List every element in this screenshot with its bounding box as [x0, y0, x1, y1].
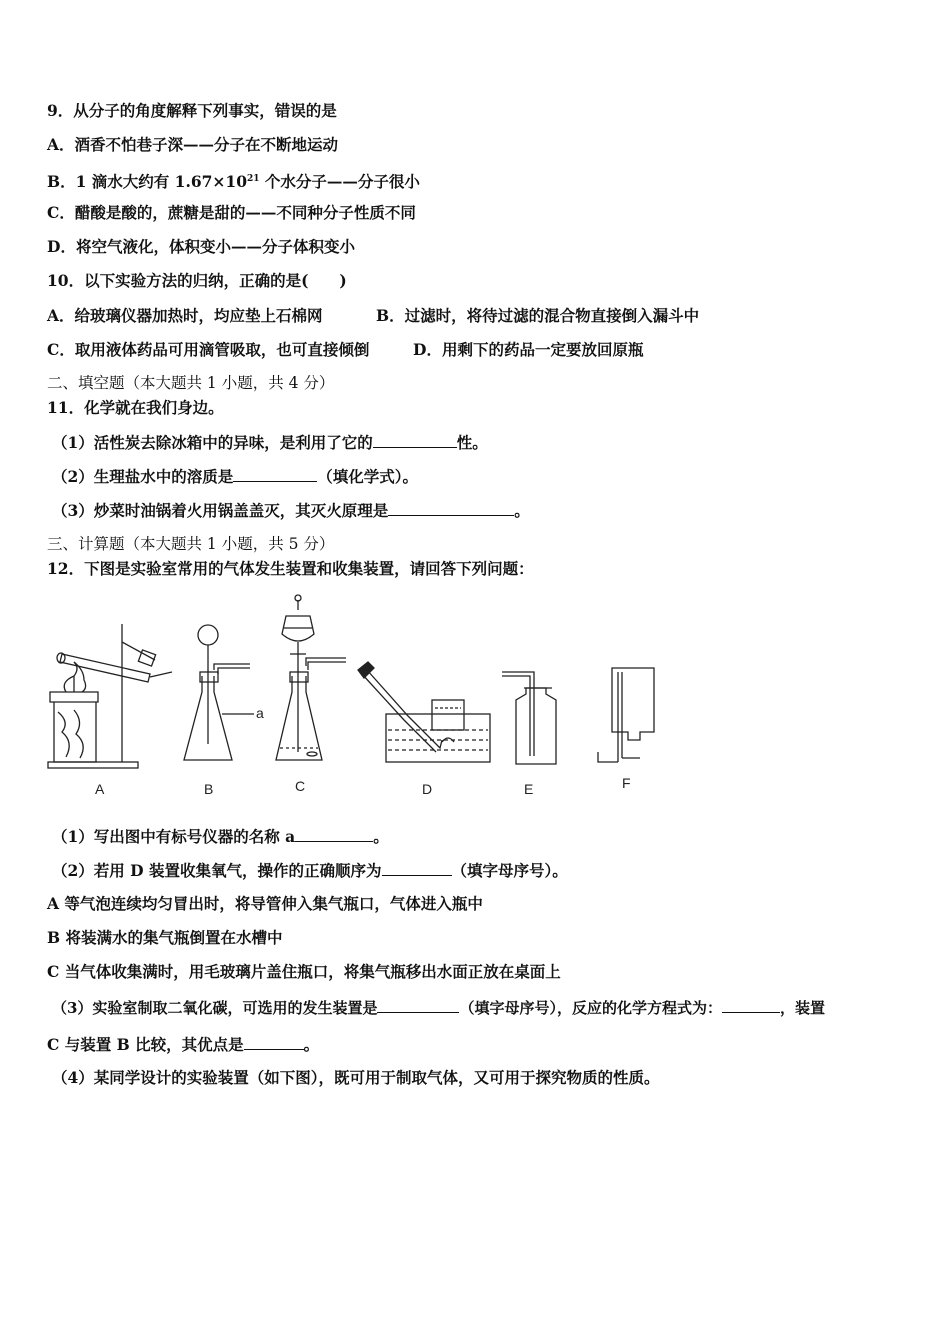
lab-apparatus-figure [40, 592, 680, 802]
q12-part-3 [52, 997, 825, 1018]
q9-option-d: D．将空气液化，体积变小——分子体积变小 [47, 237, 355, 256]
q12-p3-pre: （3）实验室制取二氧化碳，可选用的发生装置是 [52, 999, 378, 1017]
q12-step-a: A 等气泡连续均匀冒出时，将导管伸入集气瓶口，气体进入瓶中 [47, 894, 483, 913]
q12-p1-pre: （1）写出图中有标号仪器的名称 a [52, 827, 296, 846]
q12-p3-mid: （填字母序号），反应的化学方程式为： [459, 999, 722, 1017]
q12-p3-blank-1[interactable] [377, 997, 459, 1013]
q12-part-1 [52, 826, 389, 847]
label-instrument-a: a [256, 705, 264, 721]
apparatus-e [502, 672, 556, 764]
q9-b-sup: 21 [247, 174, 260, 184]
q9-option-c: C．醋酸是酸的，蔗糖是甜的——不同种分子性质不同 [47, 203, 416, 222]
label-e-apparatus: E [524, 781, 534, 797]
q10-stem: 10．以下实验方法的归纳，正确的是( ) [47, 271, 347, 290]
q12-p3-blank-3[interactable] [244, 1034, 304, 1050]
q10-option-b: B．过滤时，将待过滤的混合物直接倒入漏斗中 [376, 306, 700, 325]
q9-option-a: A．酒香不怕巷子深——分子在不断地运动 [47, 135, 339, 154]
q9-b-post: 个水分子——分子很小 [259, 172, 420, 192]
q11-p3-post: 。 [514, 501, 530, 520]
q9-stem: 9．从分子的角度解释下列事实，错误的是 [47, 101, 337, 120]
apparatus-f [598, 668, 654, 762]
q12-stem: 12．下图是实验室常用的气体发生装置和收集装置，请回答下列问题： [47, 559, 534, 578]
q12-part-3-cont [47, 1034, 319, 1055]
q9-option-b [47, 169, 420, 192]
q11-p2-pre: （2）生理盐水中的溶质是 [52, 467, 234, 486]
q12-p3-post: ，装置 [779, 999, 825, 1017]
apparatus-b [184, 625, 254, 760]
label-b-apparatus: B [204, 781, 214, 797]
label-f-apparatus: F [622, 775, 631, 791]
q11-part-2 [52, 466, 418, 487]
label-a-apparatus: A [95, 781, 105, 797]
q12-step-b: B 将装满水的集气瓶倒置在水槽中 [47, 928, 283, 947]
q12-step-c: C 当气体收集满时，用毛玻璃片盖住瓶口，将集气瓶移出水面正放在桌面上 [47, 962, 561, 981]
q12-p1-post: 。 [373, 827, 389, 846]
q10-option-d: D．用剩下的药品一定要放回原瓶 [413, 340, 644, 359]
label-c-apparatus: C [295, 778, 306, 794]
q12-part-2 [52, 860, 568, 881]
q12-p1-blank[interactable] [295, 826, 373, 842]
q10-option-a: A．给玻璃仪器加热时，均应垫上石棉网 [47, 306, 323, 325]
q11-p1-blank[interactable] [373, 432, 457, 448]
q11-part-3 [52, 500, 530, 521]
q11-p3-blank[interactable] [388, 500, 514, 516]
q12-p3-blank-2[interactable] [722, 997, 780, 1013]
q11-p2-blank[interactable] [233, 466, 317, 482]
apparatus-d [358, 662, 490, 762]
q11-part-1 [52, 432, 488, 453]
q11-p1-pre: （1）活性炭去除冰箱中的异味，是利用了它的 [52, 433, 373, 452]
q9-b-pre: B．1 滴水大约有 1.67×10 [47, 172, 247, 192]
label-d-apparatus: D [422, 781, 433, 797]
apparatus-c [276, 595, 346, 760]
apparatus-a [48, 624, 172, 768]
q11-p2-post: （填化学式）。 [317, 467, 419, 486]
q11-p1-post: 性。 [456, 433, 488, 452]
q12-part-4: （4）某同学设计的实验装置（如下图），既可用于制取气体，又可用于探究物质的性质。 [52, 1068, 660, 1087]
section-2-heading: 二、填空题（本大题共 1 小题，共 4 分） [47, 374, 335, 392]
q12-p2-pre: （2）若用 D 装置收集氧气，操作的正确顺序为 [52, 861, 382, 880]
q12-p3-cont-post: 。 [303, 1035, 320, 1054]
q12-p3-cont-pre: C 与装置 B 比较，其优点是 [47, 1035, 244, 1054]
q12-p2-blank[interactable] [382, 860, 452, 876]
q10-option-c: C．取用液体药品可用滴管吸取，也可直接倾倒 [47, 340, 370, 359]
q11-p3-pre: （3）炒菜时油锅着火用锅盖盖灭，其灭火原理是 [52, 501, 389, 520]
q12-p2-post: （填字母序号）。 [451, 861, 568, 880]
q11-stem: 11．化学就在我们身边。 [47, 398, 224, 417]
section-3-heading: 三、计算题（本大题共 1 小题，共 5 分） [47, 535, 335, 553]
